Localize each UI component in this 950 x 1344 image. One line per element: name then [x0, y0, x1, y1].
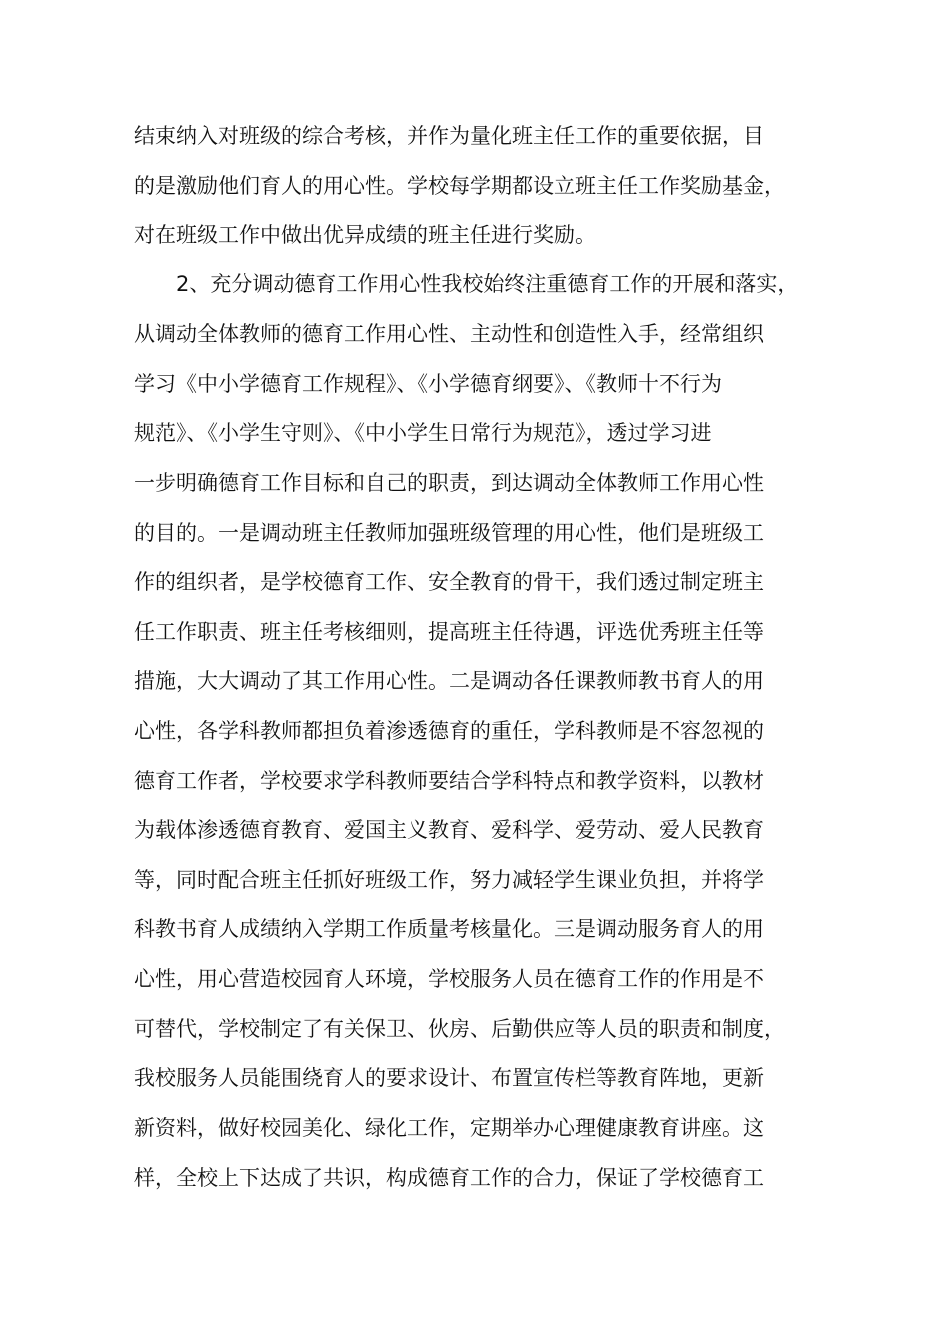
text-line: 措施，大大调动了其工作用心性。二是调动各任课教师教书育人的用: [134, 669, 764, 693]
text-line: 规范》、《小学生守则》、《中小学生日常行为规范》，透过学习进: [134, 421, 712, 445]
text-line: 作的组织者，是学校德育工作、安全教育的骨干，我们透过制定班主: [134, 570, 764, 594]
text-line: 从调动全体教师的德育工作用心性、主动性和创造性入手，经常组织: [134, 322, 764, 346]
text-line: 为载体渗透德育教育、爱国主义教育、爱科学、爱劳动、爱人民教育: [134, 818, 764, 842]
text-line: 心性，各学科教师都担负着渗透德育的重任，学科教师是不容忽视的: [134, 719, 764, 743]
text-line: 的目的。一是调动班主任教师加强班级管理的用心性，他们是班级工: [134, 521, 764, 545]
text-line: 的是激励他们育人的用心性。学校每学期都设立班主任工作奖励基金，: [134, 174, 785, 198]
text-line: 我校服务人员能围绕育人的要求设计、布置宣传栏等教育阵地，更新: [134, 1066, 764, 1090]
text-line: 学习《中小学德育工作规程》、《小学德育纲要》、《教师十不行为: [134, 372, 722, 396]
text-line: 结束纳入对班级的综合考核，并作为量化班主任工作的重要依据，目: [134, 124, 764, 148]
paragraph-first-line: 2、充分调动德育工作用心性我校始终注重德育工作的开展和落实，: [176, 272, 799, 296]
text-line: 一步明确德育工作目标和自己的职责，到达调动全体教师工作用心性: [134, 471, 764, 495]
text-line: 对在班级工作中做出优异成绩的班主任进行奖励。: [134, 223, 596, 247]
text-line: 可替代，学校制定了有关保卫、伙房、后勤供应等人员的职责和制度，: [134, 1017, 785, 1041]
text-line: 样，全校上下达成了共识，构成德育工作的合力，保证了学校德育工: [134, 1166, 764, 1190]
text-line: 科教书育人成绩纳入学期工作质量考核量化。三是调动服务育人的用: [134, 917, 764, 941]
text-line: 新资料，做好校园美化、绿化工作，定期举办心理健康教育讲座。这: [134, 1116, 764, 1140]
text-line: 等，同时配合班主任抓好班级工作，努力减轻学生课业负担，并将学: [134, 868, 764, 892]
text-line: 任工作职责、班主任考核细则，提高班主任待遇，评选优秀班主任等: [134, 620, 764, 644]
text-line: 心性，用心营造校园育人环境，学校服务人员在德育工作的作用是不: [134, 967, 764, 991]
text-line: 德育工作者，学校要求学科教师要结合学科特点和教学资料，以教材: [134, 769, 764, 793]
